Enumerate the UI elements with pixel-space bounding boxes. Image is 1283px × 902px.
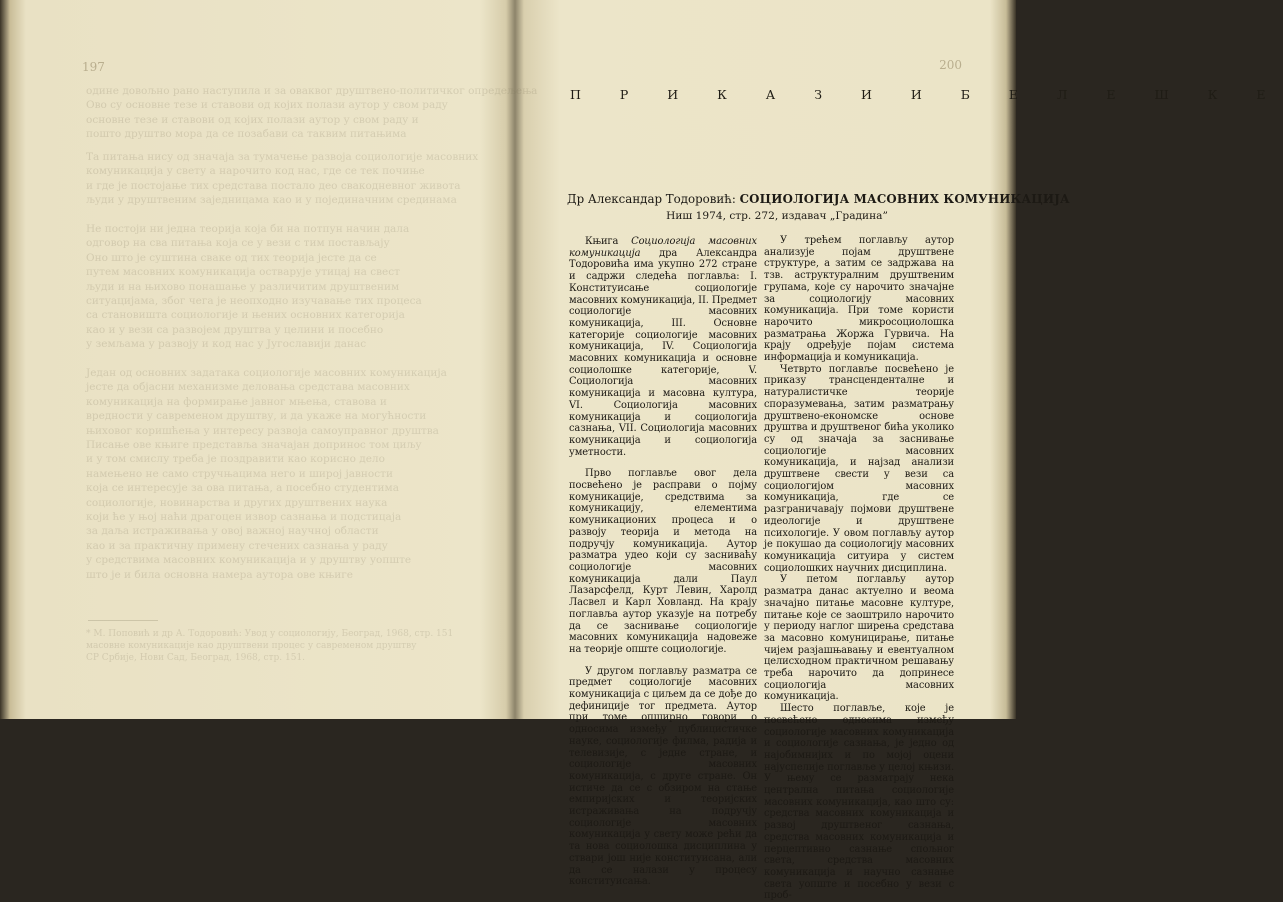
review-author: Др Александар Тодоровић: xyxy=(567,192,736,206)
paragraph: Књига Социологија масовних комуникација дра Александра Тодоровића има укупно 272 стране и садржи следећа поглавља: I. Конституисање социологије масовних комуникација, II. Предмет социологије масовних комуникација, III. Основне категорије социологије масовних комуникација, IV. Социологија масовних комуникација и основне социолошке категорије, V. Социологија масовних комуникација и масовна култура, VI. Социологија масовних комуникација и социологија сазнања, VII. Социологија масовних комуникација и социологија уметности. xyxy=(569,236,757,458)
italic-book-title: Социологија масовних комуникација xyxy=(569,236,757,259)
paragraph: Прво поглавље овог дела посвећено је расправи о појму комуникације, средствима за комуникацију, елементима комуникационих процеса и о развоју теорија и метода на подручју комуникација. Аутор разматра удео који су засниваћу социологије масовних комуникација дали Паул Лазарсфелд, Курт Левин, Харолд Ласвел и Карл Ховланд. На крају поглавља аутор указује на потребу да се заснивање социологије масовних комуникација надовеже на теорије опште социологије. xyxy=(569,468,757,655)
review-title xyxy=(567,192,1070,206)
right-page xyxy=(515,0,1283,902)
bleed-through-text: одине довољно рано наступила и за оваквог друштвено-политичког опредељења Ово су основне тезе и ставови од којих полази аутор у свом раду основне тезе и ставови од којих полази аутор у свом раду и пошто друштво мора да се позабави са таквим питањима xyxy=(86,85,538,141)
book-title: СОЦИОЛОГИЈА МАСОВНИХ КОМУНИКАЦИЈА xyxy=(739,192,1070,206)
bleed-through-text: Један од основних задатака социологије масовних комуникација јесте да објасни механизме деловања средстава масовних комуникација на формирање јавног мњења, ставова и вредности у савременом друштву, и да укаже на могућности њиховог коришћења у интересу развоја самоуправног друштва Писање ове књиге представља значајан допринос том циљу и у том смислу треба је поздравити као корисно дело намењено не само стручњацима него и широј јавности која се интересује за ова питања, а посебно студентима социологије, новинарства и других друштвених наука који ће у њој наћи драгоцен извор сазнања и подстицаја за даља истраживања у овој важној научној области као и за практичну примену стечених сазнања у раду у средствима масовних комуникација и у друштву уопште што је и била основна намера аутора ове књиге xyxy=(86,367,447,581)
text-column-right xyxy=(764,235,954,902)
right-page-number: 200 xyxy=(939,58,962,72)
publication-info: Ниш 1974, стр. 272, издавач „Градина” xyxy=(666,210,888,222)
left-page-number: 197 xyxy=(82,60,105,74)
section-heading: П Р И К А З И И Б Е Л Е Ш К Е xyxy=(570,87,1283,102)
bleed-through-text: * М. Поповић и др А. Тодоровић: Увод у социологију, Београд, 1968, стр. 151 масовне комуникације као друштвени процес у савременом друштву СР Србије, Нови Сад, Београд, 1968, стр. 151. xyxy=(86,629,454,663)
paragraph: У другом поглављу разматра се предмет социологије масовних комуникација с циљем да се дође до дефиниције тог предмета. Аутор при томе опширно говори о односима између публицистичке науке, социологије филма, радија и телевизије, с једне стране, и социологије масовних комуникација, с друге стране. Он истиче да се с обзиром на стање емпиријских и теоријских истраживања на подручју социологије масовних комуникација у свету може рећи да та нова социолошка дисциплина у ствари још није конституисана, али да се налази у процесу конституисања. xyxy=(569,665,757,888)
paragraph: Четврто поглавље посвећено је приказу трансценденталне и натуралистичке теорије споразумевања, затим разматрању друштвено-економске основе друштва и друштвеног бића уколико су од значаја за заснивање социологије масовних комуникација, и најзад анализи друштвене свести у вези са социологијом масовних комуникација, где се разграничавају појмови друштвене идеологије и друштвене психологије. У овом поглављу аутор је покушао да социологију масовних комуникација ситуира у систем социолошких научних дисциплина. xyxy=(764,363,954,574)
left-page xyxy=(0,0,538,719)
paragraph: У трећем поглављу аутор анализује појам друштвене структуре, а затим се задржава на тзв. аструктуралним друштвеним групама, које су нарочито значајне за социологију масовних комуникација. При томе користи нарочито микросоциолошка разматрања Жоржа Гурвича. На крају одређује појам система информација и комуникација. xyxy=(764,235,954,364)
bleed-through-rule xyxy=(88,620,158,621)
paragraph: У петом поглављу аутор разматра данас актуелно и веома значајно питање масовне културе, питање које се заоштрило нарочито у периоду наглог ширења средстава за масовно комуницирање, питање чијем разјашњавању и евентуалном целисходном практичном решавању треба нарочито да допринесе социологија масовних комуникација. xyxy=(764,574,954,703)
text-column-left xyxy=(569,236,757,888)
paragraph: Шесто поглавље, које је посвећено односима између социологије масовних комуникација и социологије сазнања, је једно од најобимнијих и по мојој оцени најуспелије поглавље у целој књизи. У њему се разматрају нека централна питања социологије масовних комуникација, као што су: средства масовних комуникација и развој друштвеног сазнања, средства масовних комуникација и перцептивно сазнање спољног света, средства масовних комуникација и научно сазнање света уопште и посебно у вези с проб- xyxy=(764,703,954,902)
bleed-through-text: Та питања нису од значаја за тумачење развоја социологије масовних комуникација у свету а нарочито код нас, где се тек почиње и где је постојање тих средстава постало део свакодневног живота људи у друштвеним заједницама као и у појединачним срединама Не постоји ни једна теорија која би на потпун начин дала одговор на сва питања која се у вези с тим постављају Оно што је суштина сваке од тих теорија јесте да се путем масовних комуникација остварује утицај на свест људи и на њихово понашање у различитим друштвеним ситуацијама, због чега је неопходно изучавање тих процеса са становишта социологије и њених основних категорија као и у вези са развојем друштва у целини и посебно у земљама у развоју и код нас у Југославији данас xyxy=(86,151,479,351)
